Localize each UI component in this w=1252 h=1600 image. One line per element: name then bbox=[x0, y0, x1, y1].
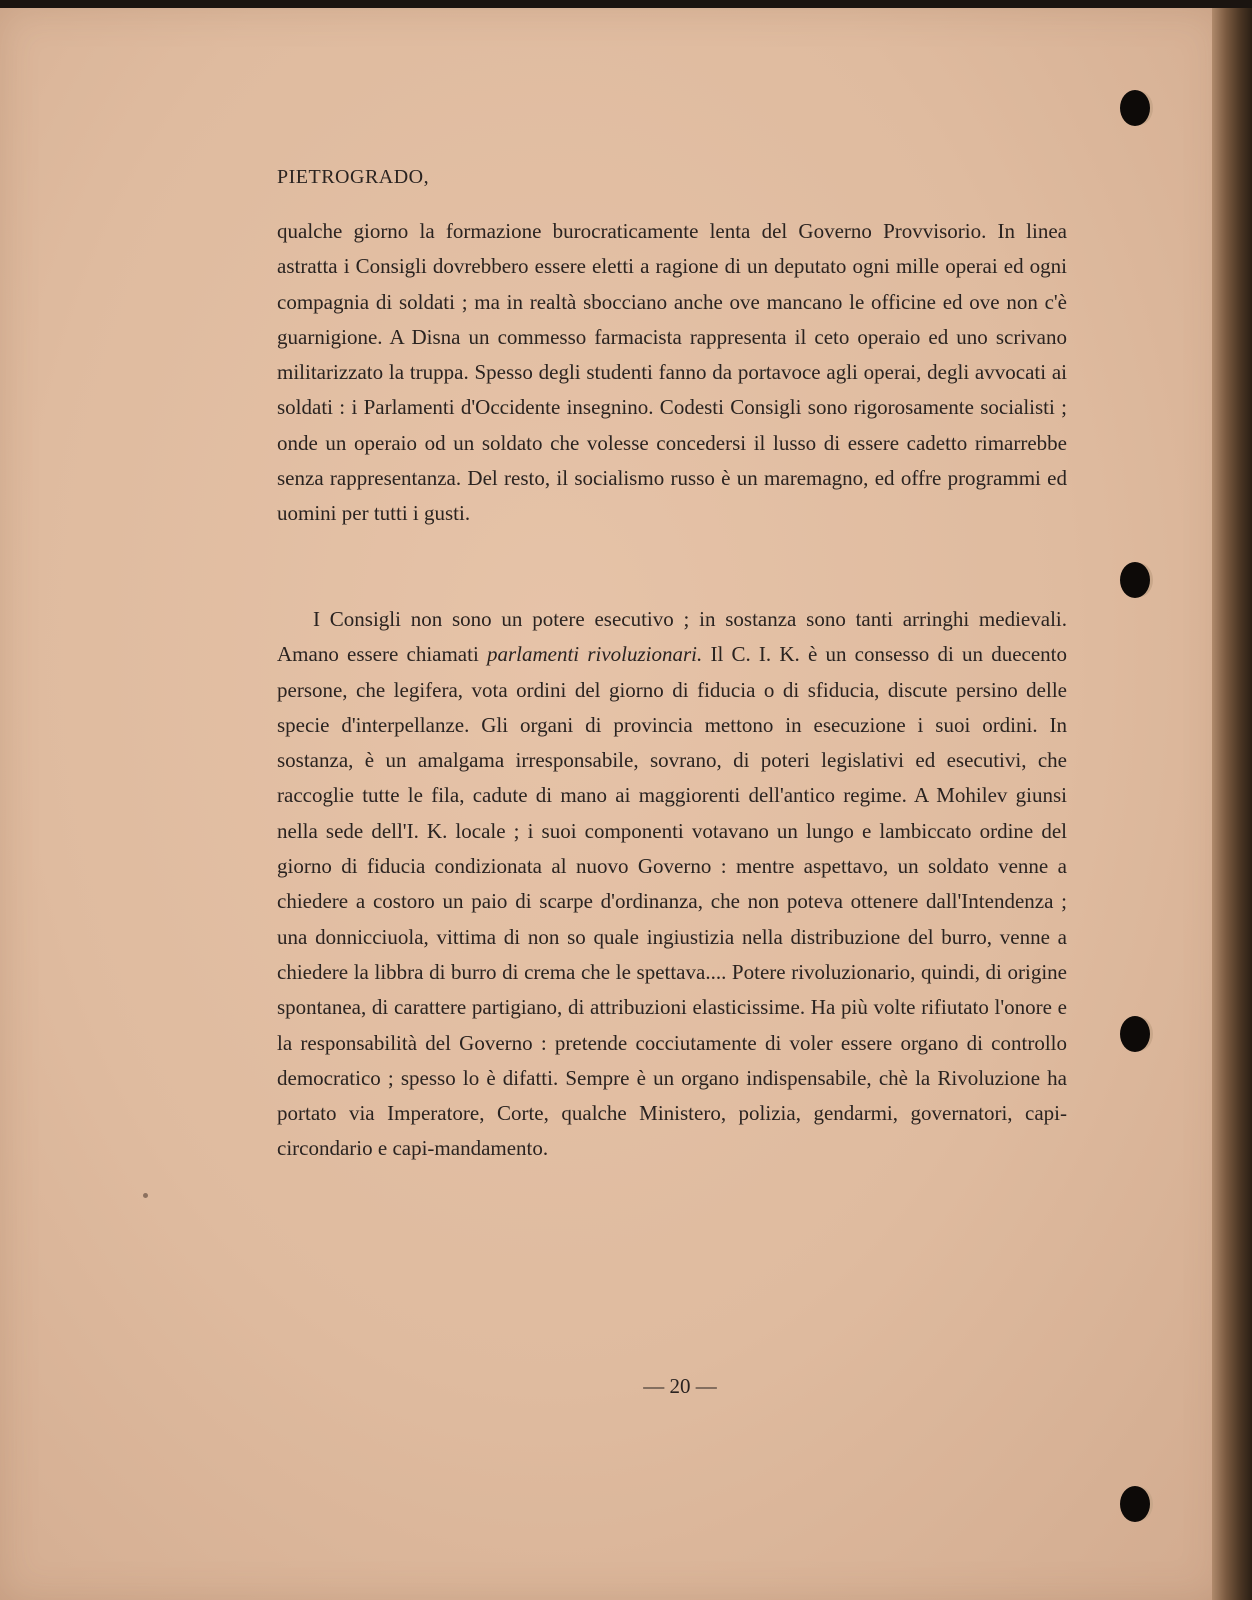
italic-phrase: parlamenti rivoluzionari. bbox=[486, 642, 703, 667]
paragraph-2-lead: I Consigli non sono un potere esecutivo ; in sostanza sono tanti arringhi medievali. Amano essere chiamati bbox=[277, 607, 1067, 667]
punch-hole bbox=[1120, 562, 1150, 598]
punch-hole bbox=[1120, 90, 1150, 126]
paragraph-2-rest: Il C. I. K. è un consesso di un duecento persone, che legifera, vota ordini del giorno di fiducia o di sfiducia, discute persino delle specie d'interpellanze. Gli organi di provincia mettono in esecuzione i suoi ordini. In sostanza, è un amalgama irresponsabile, sovrano, di poteri legislativi ed esecutivi, che raccoglie tutte le fila, cadute di mano ai maggiorenti dell'antico regime. A Mohilev giunsi nella sede dell'I. K. locale ; i suoi componenti votavano un lungo e lambiccato ordine del giorno di fiducia condizionata al nuovo Governo : mentre aspettavo, un soldato venne a chiedere a costoro un paio di scarpe d'ordinanza, che non poteva ottenere dall'Intendenza ; una donnicciuola, vittima di non so quale ingiustizia nella distribuzione del burro, venne a chiedere la libbra di burro di crema che le spettava.... Potere rivoluzionario, quindi, di origine spontanea, di carattere partigiano, di attribuzioni elasticissime. Ha più volte rifiutato l'onore e la responsabilità del Governo : pretende cocciutamente di voler essere organo di controllo democratico ; spesso lo è difatti. Sempre è un organo indispensabile, chè la Rivoluzione ha portato via Imperatore, Corte, qualche Ministero, polizia, gendarmi, governatori, capi-circondario e capi-mandamento. bbox=[277, 642, 1067, 1161]
running-head: PIETROGRADO, bbox=[277, 166, 430, 188]
paragraph-1: qualche giorno la formazione burocraticamente lenta del Governo Provvisorio. In linea astratta i Consigli dovrebbero essere eletti a ragione di un deputato ogni mille operai ed ogni compagnia di soldati ; ma in realtà sbocciano anche ove mancano le officine ed ove non c'è guarnigione. A Disna un commesso farmacista rappresenta il ceto operaio ed uno scrivano militarizzato la truppa. Spesso degli studenti fanno da portavoce agli operai, degli avvocati ai soldati : i Parlamenti d'Occidente insegnino. Codesti Consigli sono rigorosamente socialisti ; onde un operaio od un soldato che volesse concedersi il lusso di essere cadetto rimarrebbe senza rappresentanza. Del resto, il socialismo russo è un maremagno, ed offre programmi ed uomini per tutti i gusti. bbox=[277, 219, 1067, 526]
punch-hole bbox=[1120, 1486, 1150, 1522]
paragraph-2 bbox=[277, 602, 1067, 1167]
page-number: — 20 — bbox=[643, 1374, 717, 1398]
punch-hole bbox=[1120, 1016, 1150, 1052]
paper-speck bbox=[143, 1193, 148, 1198]
binding-edge bbox=[1212, 8, 1252, 1600]
